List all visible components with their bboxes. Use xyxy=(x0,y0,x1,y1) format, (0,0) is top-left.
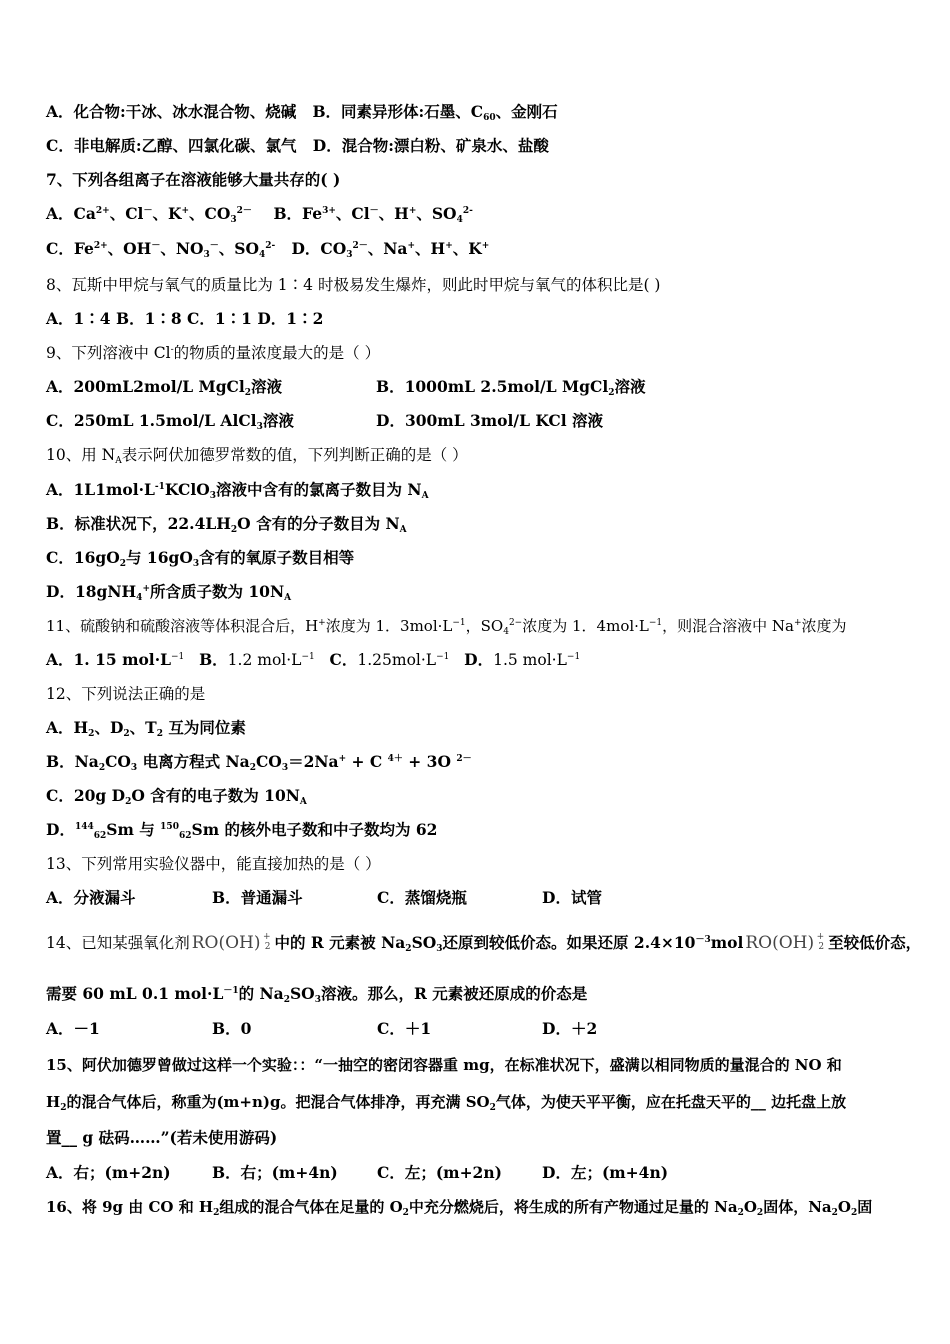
q10-stem xyxy=(46,444,468,466)
subscript: A xyxy=(115,456,122,466)
q15-option-b xyxy=(212,1162,338,1184)
q7-text: 7、下列各组离子在溶液能够大量共存的( ) xyxy=(46,170,341,189)
q14-option-d xyxy=(542,1018,597,1040)
q15-option-c-text: C．左；(m+2n) xyxy=(377,1163,502,1182)
q14-option-a-text: A．－1 xyxy=(46,1019,100,1038)
q15-line2-h: H xyxy=(46,1093,61,1111)
q13-text: 13、下列常用实验仪器中，能直接加热的是（ ） xyxy=(46,855,381,873)
q14-text-mid2: 还原到较低价态。如果还原 2.4×10 xyxy=(442,933,696,952)
q12-option-d: D．$^{144}_{62}$Sm 与 $^{150}_{62}$Sm 的核外电子数和中子数均为 62 xyxy=(46,820,438,841)
q12-option-a: A．$H_2$、$D_2$、$T_2$ 互为同位素 xyxy=(46,718,246,739)
q10-option-c: C．$16gO_2$与 $16gO_3$含有的氧原子数目相等 xyxy=(46,548,355,569)
q14-option-b-text: B．0 xyxy=(212,1019,252,1038)
q14-option-d-text: D．＋2 xyxy=(542,1019,598,1038)
ro-oh-formula-2: RO(OH) + 2 xyxy=(745,932,825,953)
q9-text-tail: 的物质的量浓度最大的是（ ） xyxy=(173,344,381,362)
q14-stem: 14、已知某强氧化剂 RO(OH) + 2 中的 R 元素被 $Na_2SO_3$还原到较低价态。如果还原 $2.4\times 10^{-3}mol$ RO(OH) + 2 至较低价态， xyxy=(46,932,922,954)
q14-stem-line2: 需要 60 mL 0.1 $mol\cdot L^{-1}$的 $Na_2SO_3$溶液。那么，R 元素被还原成的价态是 xyxy=(46,984,588,1005)
q7-stem xyxy=(46,169,340,191)
q7-options-ab: A．$Ca^{2+}$、Cl－、K+、$CO_3^{2-}$ B．$Fe^{3+}$、Cl－、H+、$SO_4^{2-}$ xyxy=(46,204,473,225)
ro-oh-formula: RO(OH) + 2 xyxy=(191,932,271,953)
q14-option-a xyxy=(46,1018,100,1040)
q12-stem xyxy=(46,683,205,705)
q13-option-d xyxy=(542,887,602,909)
q14-text: 14、已知某强氧化剂 xyxy=(46,934,190,952)
q8-stem xyxy=(46,274,660,296)
q10-text: 10、用 N xyxy=(46,446,116,464)
q15-option-b-text: B．右；(m+4n) xyxy=(212,1163,338,1182)
q16-text: 16、将 9g 由 CO 和 H xyxy=(46,1198,214,1216)
q15-option-a-text: A．右；(m+2n) xyxy=(46,1163,171,1182)
q13-option-a xyxy=(46,887,136,909)
q15-line2-end: 气体，为使天平平衡，应在托盘天平的__ 边托盘上放 xyxy=(495,1093,847,1111)
q11-text: 11、硫酸钠和硫酸溶液等体积混合后，H xyxy=(46,617,319,635)
q6-option-a: A．化合物:干冰、冰水混合物、烧碱 xyxy=(46,102,297,121)
q8-options xyxy=(46,308,323,330)
q14-text-mid: 中的 R 元素被 Na xyxy=(274,933,406,952)
q15-line1: 15、阿伏加德罗曾做过这样一个实验：：“一抽空的密闭容器重 mg，在标准状况下，盛满以相同物质的量混合的 NO 和 xyxy=(46,1056,842,1074)
formula-text-2: RO(OH) xyxy=(745,933,815,953)
q15-option-d-text: D．左；(m+4n) xyxy=(542,1163,669,1182)
q12-text: 12、下列说法正确的是 xyxy=(46,685,206,703)
q11-option-a: A．1. 15 mol·L xyxy=(46,650,171,669)
q16-text-e: 固 xyxy=(857,1198,873,1216)
q7-options-cd: C．$Fe^{2+}$、OH－、$NO_3^-$、$SO_4^{2-}$ D．$CO_3^{2-}$、Na+、H+、K+ xyxy=(46,239,490,260)
q13-option-d-text: D．试管 xyxy=(542,888,602,907)
q15-stem-line3 xyxy=(46,1127,277,1149)
q15-option-a xyxy=(46,1162,171,1184)
q11-options: A．1. 15 $mol\cdot L^{-1}$ B．1.2 $mol\cdot L^{-1}$ C．$1.25mol\cdot L^{-1}$ D．1.5 $mol\cdot L^{-1}$ xyxy=(46,650,581,669)
q8-options-text: A．1∶4 B．1∶8 C．1∶1 D．1∶2 xyxy=(46,309,324,328)
q9-option-a: A．200mL2mol/L MgCl$_2$溶液 xyxy=(46,377,283,398)
q9-option-d: D．300mL 3mol/L KCl 溶液 xyxy=(376,411,604,430)
q10-option-d: D．18gNH$_4$+所含质子数为 $10N_A$ xyxy=(46,582,292,603)
q16-text-b: 组成的混合气体在足量的 O xyxy=(219,1198,403,1216)
q6-option-b-tail: 、金刚石 xyxy=(495,102,558,121)
q10-option-b: B．标准状况下，$22.4LH_2O$ 含有的分子数目为 $N_A$ xyxy=(46,514,407,535)
q9-text: 9、下列溶液中 Cl xyxy=(46,344,171,362)
q14-option-c xyxy=(377,1018,431,1040)
q6-options-ab xyxy=(46,101,558,123)
q6-option-b: B．同素异形体:石墨、C xyxy=(312,102,484,121)
q10-text-tail: 表示阿伏加德罗常数的值，下列判断正确的是（ ） xyxy=(121,446,468,464)
subscript: 60 xyxy=(483,113,496,123)
q9-option-c: C．250mL 1.5mol/L AlCl$_3$溶液 xyxy=(46,411,294,432)
q9-stem xyxy=(46,342,380,364)
q15-option-d xyxy=(542,1162,668,1184)
formula-text: RO(OH) xyxy=(191,933,261,953)
q15-line2-mid: 的混合气体后，称重为(m+n)g。把混合气体排净，再充满 SO xyxy=(66,1093,490,1111)
q10-option-a: A．$1L1mol\cdot L^{-1}KClO_3$溶液中含有的氯离子数目为 $N_A$ xyxy=(46,480,429,501)
q15-option-c xyxy=(377,1162,502,1184)
q13-option-c xyxy=(377,887,467,909)
q13-option-b xyxy=(212,887,303,909)
q13-option-c-text: C．蒸馏烧瓶 xyxy=(377,888,467,907)
q13-stem xyxy=(46,853,381,875)
q15-stem-line2: $H_2$的混合气体后，称重为(m+n)g。把混合气体排净，再充满 $SO_2$气体，为使天平平衡，应在托盘天平的__ 边托盘上放 xyxy=(46,1093,847,1113)
q6-option-c: C．非电解质:乙醇、四氯化碳、氯气 xyxy=(46,136,297,155)
q14-text-mol: mol xyxy=(710,933,744,952)
superscript: - xyxy=(170,345,174,355)
q15-line3: 置__ g 砝码……”(若未使用游码) xyxy=(46,1128,278,1147)
q16-stem: 16、将 9g 由 CO 和 $H_2$组成的混合气体在足量的 $O_2$中充分燃烧后，将生成的所有产物通过足量的 $Na_2O_2$固体，$Na_2O_2$固 xyxy=(46,1198,873,1218)
q14-text-tail: 至较低价态， xyxy=(828,933,922,952)
q8-text: 8、瓦斯中甲烷与氧气的质量比为 1∶4 时极易发生爆炸，则此时甲烷与氧气的体积比是( ) xyxy=(46,276,661,294)
q14-line2-end: 溶液。那么，R 元素被还原成的价态是 xyxy=(320,984,588,1003)
q12-option-c: C．20g $D_2O$ 含有的电子数为 $10N_A$ xyxy=(46,786,307,807)
q14-line2-na: 的 Na xyxy=(238,984,284,1003)
q16-text-c: 中充分燃烧后，将生成的所有产物通过足量的 Na xyxy=(408,1198,738,1216)
q6-option-d: D．混合物:漂白粉、矿泉水、盐酸 xyxy=(312,136,549,155)
q15-stem xyxy=(46,1054,842,1076)
q9-option-b: B．1000mL 2.5mol/L MgCl$_2$溶液 xyxy=(376,377,646,398)
q12-option-b: B．$Na_2CO_3$ 电离方程式 $Na_2CO_3=2Na^+ + C$ $^{4+}$ + 3O $^{2-}$ xyxy=(46,752,472,773)
q13-option-b-text: B．普通漏斗 xyxy=(212,888,303,907)
q14-option-b xyxy=(212,1018,251,1040)
q6-options-cd xyxy=(46,135,549,157)
q14-line2-text: 需要 60 mL 0.1 mol·L xyxy=(46,984,224,1003)
q14-option-c-text: C．＋1 xyxy=(377,1019,432,1038)
q13-option-a-text: A．分液漏斗 xyxy=(46,888,136,907)
q16-text-d: 固体，Na xyxy=(763,1198,832,1216)
q11-stem: 11、硫酸钠和硫酸溶液等体积混合后，H+浓度为 1．$3mol\cdot L^{-1}$，$SO_4^{2-}$浓度为 1．$4mol\cdot L^{-1}$，则混合溶液中 Na+浓度为 xyxy=(46,617,847,637)
